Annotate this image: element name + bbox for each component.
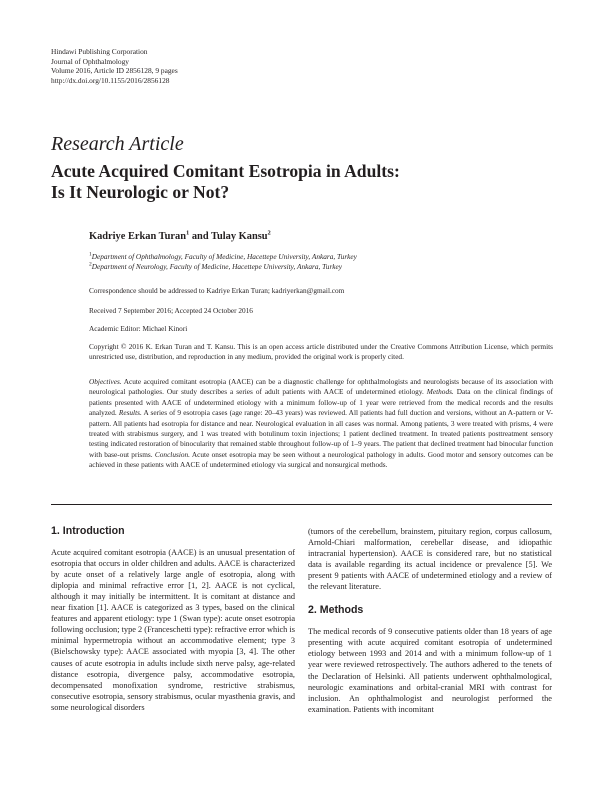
author-conjunction: and: [189, 231, 212, 242]
journal-header: [51, 47, 178, 85]
received-accepted-dates: Received 7 September 2016; Accepted 24 October 2016: [89, 306, 253, 315]
author-name: Kadriye Erkan Turan: [89, 231, 187, 242]
abstract-methods: Data on the clinical findings of patients presented with AACE of undetermined etiology with a minimum follow-up of 1 year were retrieved from the medical records and the results analyzed.: [89, 387, 553, 418]
affiliation-number: 1: [89, 251, 92, 258]
abstract-objectives-label: Objectives.: [89, 377, 122, 386]
abstract-conclusion: Acute onset esotropia may be seen without a neurological pathology in adults. Good motor and sensory outcomes can be achieved in these patients with AACE of undetermined etiology via surgical and nonsurgical methods.: [89, 449, 553, 470]
right-column: [308, 526, 552, 715]
abstract-results-label: Results.: [118, 408, 142, 418]
article-title: [51, 161, 400, 202]
doi-link[interactable]: http://dx.doi.org/10.1155/2016/2856128: [51, 75, 170, 85]
affiliation-text: Department of Neurology, Faculty of Medicine, Hacettepe University, Ankara, Turkey: [91, 262, 343, 272]
academic-editor: Academic Editor: Michael Kinori: [89, 324, 188, 333]
introduction-heading: 1. Introduction: [51, 525, 125, 537]
introduction-paragraph-continued: (tumors of the cerebellum, brainstem, pituitary region, corpus callosum, Arnold-Chiari malformation, cerebellar disease, and idiopathic intracranial hypertension). AACE is considered rare, but no statistical data is available regarding its actual incidence or prevalence [5]. We present 9 patients with AACE of undetermined etiology and a review of the relevant literature.: [308, 527, 552, 592]
left-column: [51, 526, 295, 713]
title-line-2: Is It Neurologic or Not?: [51, 181, 230, 202]
affiliation: [89, 262, 553, 272]
abstract-methods-label: Methods.: [426, 387, 454, 397]
journal-name: Journal of Ophthalmology: [51, 56, 130, 66]
affiliation-number: 2: [89, 261, 92, 268]
affiliation-marker: 1: [186, 229, 190, 237]
affiliation: [89, 252, 553, 262]
publisher-name: Hindawi Publishing Corporation: [51, 47, 148, 56]
methods-paragraph: The medical records of 9 consecutive patients older than 18 years of age presenting with acute acquired comitant esotropia of undetermined etiology between 1993 and 2014 and with a minimum follow-up of 1 year were reviewed retrospectively. The authors adhered to the tenets of the Declaration of Helsinki. All patients underwent ophthalmological, neurologic examinations and orbital-cranial MRI with contrast for inclusion. An ophthalmologist and neurologist performed the examination. Patients with incomitant: [308, 627, 552, 714]
affiliations: [89, 252, 553, 272]
abstract-conclusion-label: Conclusion.: [154, 449, 190, 459]
introduction-paragraph: Acute acquired comitant esotropia (AACE) is an unusual presentation of esotropia that occurs in older children and adults. AACE is characterized by acute onset of a relatively large angle of esotropia, along with diplopia and minimal refractive error [1, 2]. AACE is not cyclical, although it may initially be intermittent. It is comitant at distance and near fixation [1]. AACE is categorized as 3 types, based on the clinical features and apparent etiology: type 1 (Swan type): acute onset esotropia following occlusion; type 2 (Franceschetti type): refractive error which is minimal hypermetropia without an accommodative element; type 3 (Bielschowsky type): AACE associated with myopia [3, 4]. The other causes of acute esotropia in adults include sixth nerve palsy, age-related distance esotropia, divergence palsy, accommodative esotropia, decompensated monofixation syndrome, restrictive strabismus, consecutive esotropia, sensory strabismus, ocular myasthenia gravis, and some neurological disorders: [51, 548, 295, 712]
methods-heading: 2. Methods: [308, 604, 364, 617]
correspondence: Correspondence should be addressed to Kadriye Erkan Turan; kadriyerkan@gmail.com: [89, 286, 345, 295]
affiliation-text: Department of Ophthalmology, Faculty of Medicine, Hacettepe University, Ankara, Turkey: [91, 252, 357, 261]
abstract-results: A series of 9 esotropia cases (age range: 20–43 years) was reviewed. All patients had full duction and versions, without an A-pattern or V-pattern. All patients had esotropia for distance and near. Neurological evaluation in all cases was normal. Among patients, 3 were treated with prisms, 4 were treated with strabismus surgery, and 1 was treated with botulinum toxin injections; 1 patient declined treatment. In treated patients posttreatment sensory testing indicated restoration of binocularity that remained stable throughout follow-up of 1–9 years. The patient that declined treatment had binocular function with base-out prisms.: [89, 408, 553, 459]
section-divider: [51, 504, 552, 505]
article-type: Research Article: [51, 133, 184, 155]
copyright-notice: Copyright © 2016 K. Erkan Turan and T. Kansu. This is an open access article distributed under the Creative Commons Attribution License, which permits unrestricted use, distribution, and reproduction in any medium, provided the original work is properly cited.: [89, 342, 553, 362]
title-line-1: Acute Acquired Comitant Esotropia in Adults:: [51, 161, 400, 181]
volume-info: Volume 2016, Article ID 2856128, 9 pages: [51, 66, 178, 76]
author-name: Tulay Kansu: [211, 231, 268, 242]
affiliation-marker: 2: [267, 229, 271, 237]
author-list: [89, 229, 553, 242]
abstract-objectives: Acute acquired comitant esotropia (AACE) can be a diagnostic challenge for ophthalmologists and neurologists because of its association with neurological pathologies. Our study describes a series of adult patients with AACE of undetermined etiology.: [89, 377, 553, 397]
abstract: [89, 377, 553, 471]
